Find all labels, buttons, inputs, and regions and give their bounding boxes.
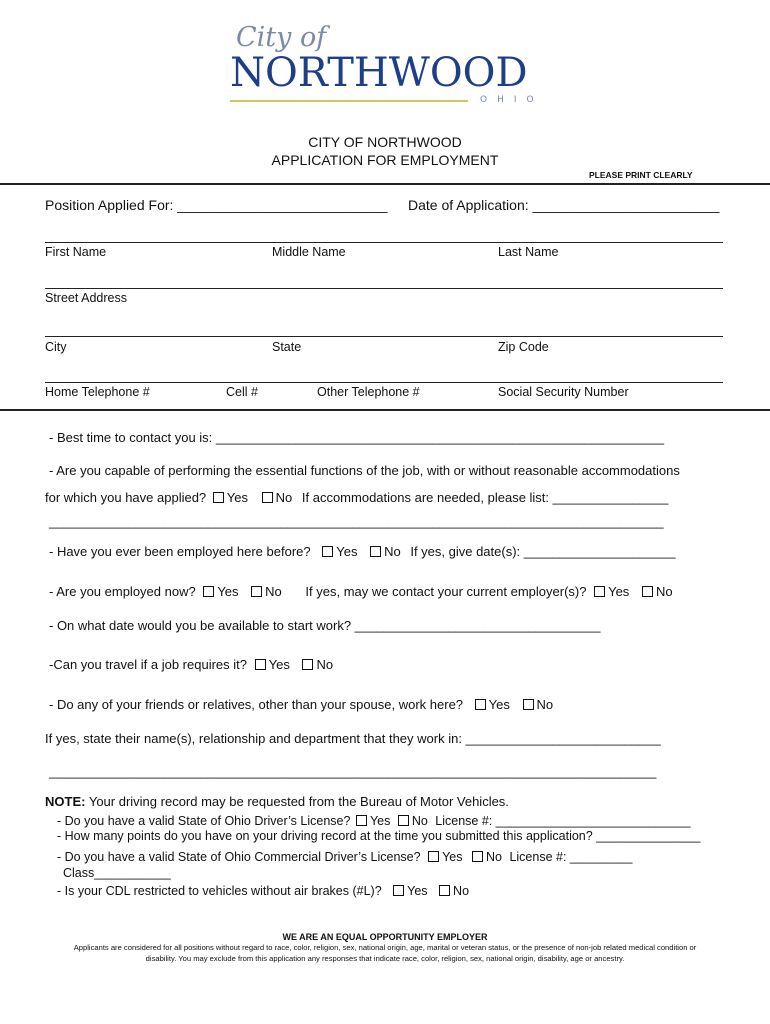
travel-no-checkbox[interactable] bbox=[302, 659, 313, 670]
employed-here-no-checkbox[interactable] bbox=[370, 546, 381, 557]
first-name-label: First Name bbox=[45, 245, 107, 259]
capable-no-checkbox[interactable] bbox=[262, 492, 273, 503]
ssn-label: Social Security Number bbox=[498, 385, 629, 399]
header-divider bbox=[0, 183, 770, 185]
license-row bbox=[57, 814, 690, 828]
cdl-yes-checkbox[interactable] bbox=[428, 851, 439, 862]
yes-label: Yes bbox=[217, 584, 239, 599]
note-text: Your driving record may be requested from the Bureau of Motor Vehicles. bbox=[88, 794, 509, 809]
section-divider bbox=[0, 409, 770, 411]
no-label: No bbox=[453, 884, 470, 898]
cdl-row bbox=[57, 850, 632, 864]
name-line[interactable] bbox=[45, 242, 723, 243]
no-label: No bbox=[485, 850, 502, 864]
employed-here-dates-field[interactable]: If yes, give date(s): _____________________ bbox=[410, 544, 676, 559]
street-line[interactable] bbox=[45, 288, 723, 289]
city-line[interactable] bbox=[45, 336, 723, 337]
relatives-no-checkbox[interactable] bbox=[523, 699, 534, 710]
street-address-label: Street Address bbox=[45, 291, 127, 305]
travel-row bbox=[49, 657, 333, 672]
employed-now-row bbox=[49, 584, 673, 599]
license-number-field[interactable]: License #: ____________________________ bbox=[435, 814, 691, 828]
eoe-heading: WE ARE AN EQUAL OPPORTUNITY EMPLOYER bbox=[282, 932, 488, 942]
yes-label: Yes bbox=[226, 490, 249, 505]
cdl-question: - Do you have a valid State of Ohio Commercial Driver’s License? bbox=[57, 850, 421, 864]
middle-name-label: Middle Name bbox=[272, 245, 346, 259]
points-field[interactable]: - How many points do you have on your driving record at the time you submitted this application? _______________ bbox=[57, 829, 701, 843]
logo-gold-rule bbox=[230, 100, 468, 102]
print-clearly-note: PLEASE PRINT CLEARLY bbox=[589, 170, 693, 180]
yes-label: Yes bbox=[442, 850, 463, 864]
yes-label: Yes bbox=[336, 544, 358, 559]
relatives-names-field[interactable]: If yes, state their name(s), relationship and department that they work in: ___________________________ bbox=[45, 731, 661, 746]
capable-question-row bbox=[45, 490, 668, 505]
yes-label: Yes bbox=[488, 697, 510, 712]
restricted-question: - Is your CDL restricted to vehicles without air brakes (#L)? bbox=[57, 884, 382, 898]
disclaimer-line1: Applicants are considered for all positions without regard to race, color, religion, sex, national origin, age, marital or veteran status, or the presence of non-job related medical condition or bbox=[73, 943, 697, 952]
employed-now-yes-checkbox[interactable] bbox=[203, 586, 214, 597]
restricted-row bbox=[57, 884, 469, 898]
no-label: No bbox=[316, 657, 334, 672]
no-label: No bbox=[384, 544, 401, 559]
last-name-label: Last Name bbox=[498, 245, 559, 259]
license-no-checkbox[interactable] bbox=[398, 815, 409, 826]
best-time-field[interactable]: - Best time to contact you is: ______________________________________________________________ bbox=[49, 430, 665, 445]
page-title-line1: CITY OF NORTHWOOD bbox=[308, 134, 462, 150]
restricted-yes-checkbox[interactable] bbox=[393, 885, 404, 896]
travel-question: -Can you travel if a job requires it? bbox=[49, 657, 247, 672]
yes-label: Yes bbox=[407, 884, 428, 898]
capable-question: - Are you capable of performing the essential functions of the job, with or without reasonable accommodations bbox=[49, 463, 680, 478]
no-label: No bbox=[655, 584, 673, 599]
other-telephone-label: Other Telephone # bbox=[317, 385, 420, 399]
driving-note bbox=[45, 794, 509, 809]
employed-here-row bbox=[49, 544, 676, 559]
employed-here-question: - Have you ever been employed here before? bbox=[49, 544, 311, 559]
employed-here-yes-checkbox[interactable] bbox=[322, 546, 333, 557]
cell-label: Cell # bbox=[226, 385, 258, 399]
cdl-class-field[interactable]: Class___________ bbox=[63, 866, 171, 880]
state-label: State bbox=[272, 340, 302, 354]
date-of-application-field[interactable]: Date of Application: ________________________ bbox=[408, 197, 720, 213]
note-label: NOTE: bbox=[45, 794, 86, 809]
employed-now-question: - Are you employed now? bbox=[49, 584, 196, 599]
position-applied-field[interactable]: Position Applied For: ___________________________ bbox=[45, 197, 388, 213]
license-question: - Do you have a valid State of Ohio Driver’s License? bbox=[57, 814, 351, 828]
city-label: City bbox=[45, 340, 67, 354]
start-date-field[interactable]: - On what date would you be available to start work? __________________________________ bbox=[49, 618, 601, 633]
contact-employer-yes-checkbox[interactable] bbox=[594, 586, 605, 597]
logo-script-text: City of bbox=[236, 22, 327, 53]
accommodations-line[interactable]: _____________________________________________________________________________________ bbox=[49, 514, 664, 529]
relatives-yes-checkbox[interactable] bbox=[475, 699, 486, 710]
home-telephone-label: Home Telephone # bbox=[45, 385, 150, 399]
phone-line[interactable] bbox=[45, 382, 723, 383]
cdl-no-checkbox[interactable] bbox=[472, 851, 483, 862]
zip-code-label: Zip Code bbox=[498, 340, 549, 354]
yes-label: Yes bbox=[369, 814, 391, 828]
contact-employer-no-checkbox[interactable] bbox=[642, 586, 653, 597]
logo-main-text: NORTHWOOD bbox=[230, 50, 528, 96]
no-label: No bbox=[265, 584, 282, 599]
yes-label: Yes bbox=[608, 584, 630, 599]
capable-question-cont: for which you have applied? bbox=[45, 490, 207, 505]
capable-yes-checkbox[interactable] bbox=[213, 492, 224, 503]
accommodations-field[interactable]: If accommodations are needed, please list: ________________ bbox=[301, 490, 669, 505]
disclaimer-line2: disability. You may exclude from this application any responses that indicate race, color, religion, sex, national origin, disability, age or ancestry. bbox=[145, 954, 625, 963]
logo-sub-text: OHIO bbox=[480, 95, 544, 105]
employed-now-no-checkbox[interactable] bbox=[251, 586, 262, 597]
travel-yes-checkbox[interactable] bbox=[255, 659, 266, 670]
yes-label: Yes bbox=[268, 657, 290, 672]
restricted-no-checkbox[interactable] bbox=[439, 885, 450, 896]
no-label: No bbox=[275, 490, 293, 505]
relatives-names-line[interactable]: ____________________________________________________________________________________ bbox=[49, 764, 657, 779]
relatives-row bbox=[49, 697, 553, 712]
no-label: No bbox=[536, 697, 554, 712]
cdl-license-number-field[interactable]: License #: _________ bbox=[509, 850, 633, 864]
contact-employer-question: If yes, may we contact your current employer(s)? bbox=[305, 584, 587, 599]
relatives-question: - Do any of your friends or relatives, other than your spouse, work here? bbox=[49, 697, 464, 712]
license-yes-checkbox[interactable] bbox=[356, 815, 367, 826]
no-label: No bbox=[411, 814, 428, 828]
page-title-line2: APPLICATION FOR EMPLOYMENT bbox=[271, 152, 499, 168]
